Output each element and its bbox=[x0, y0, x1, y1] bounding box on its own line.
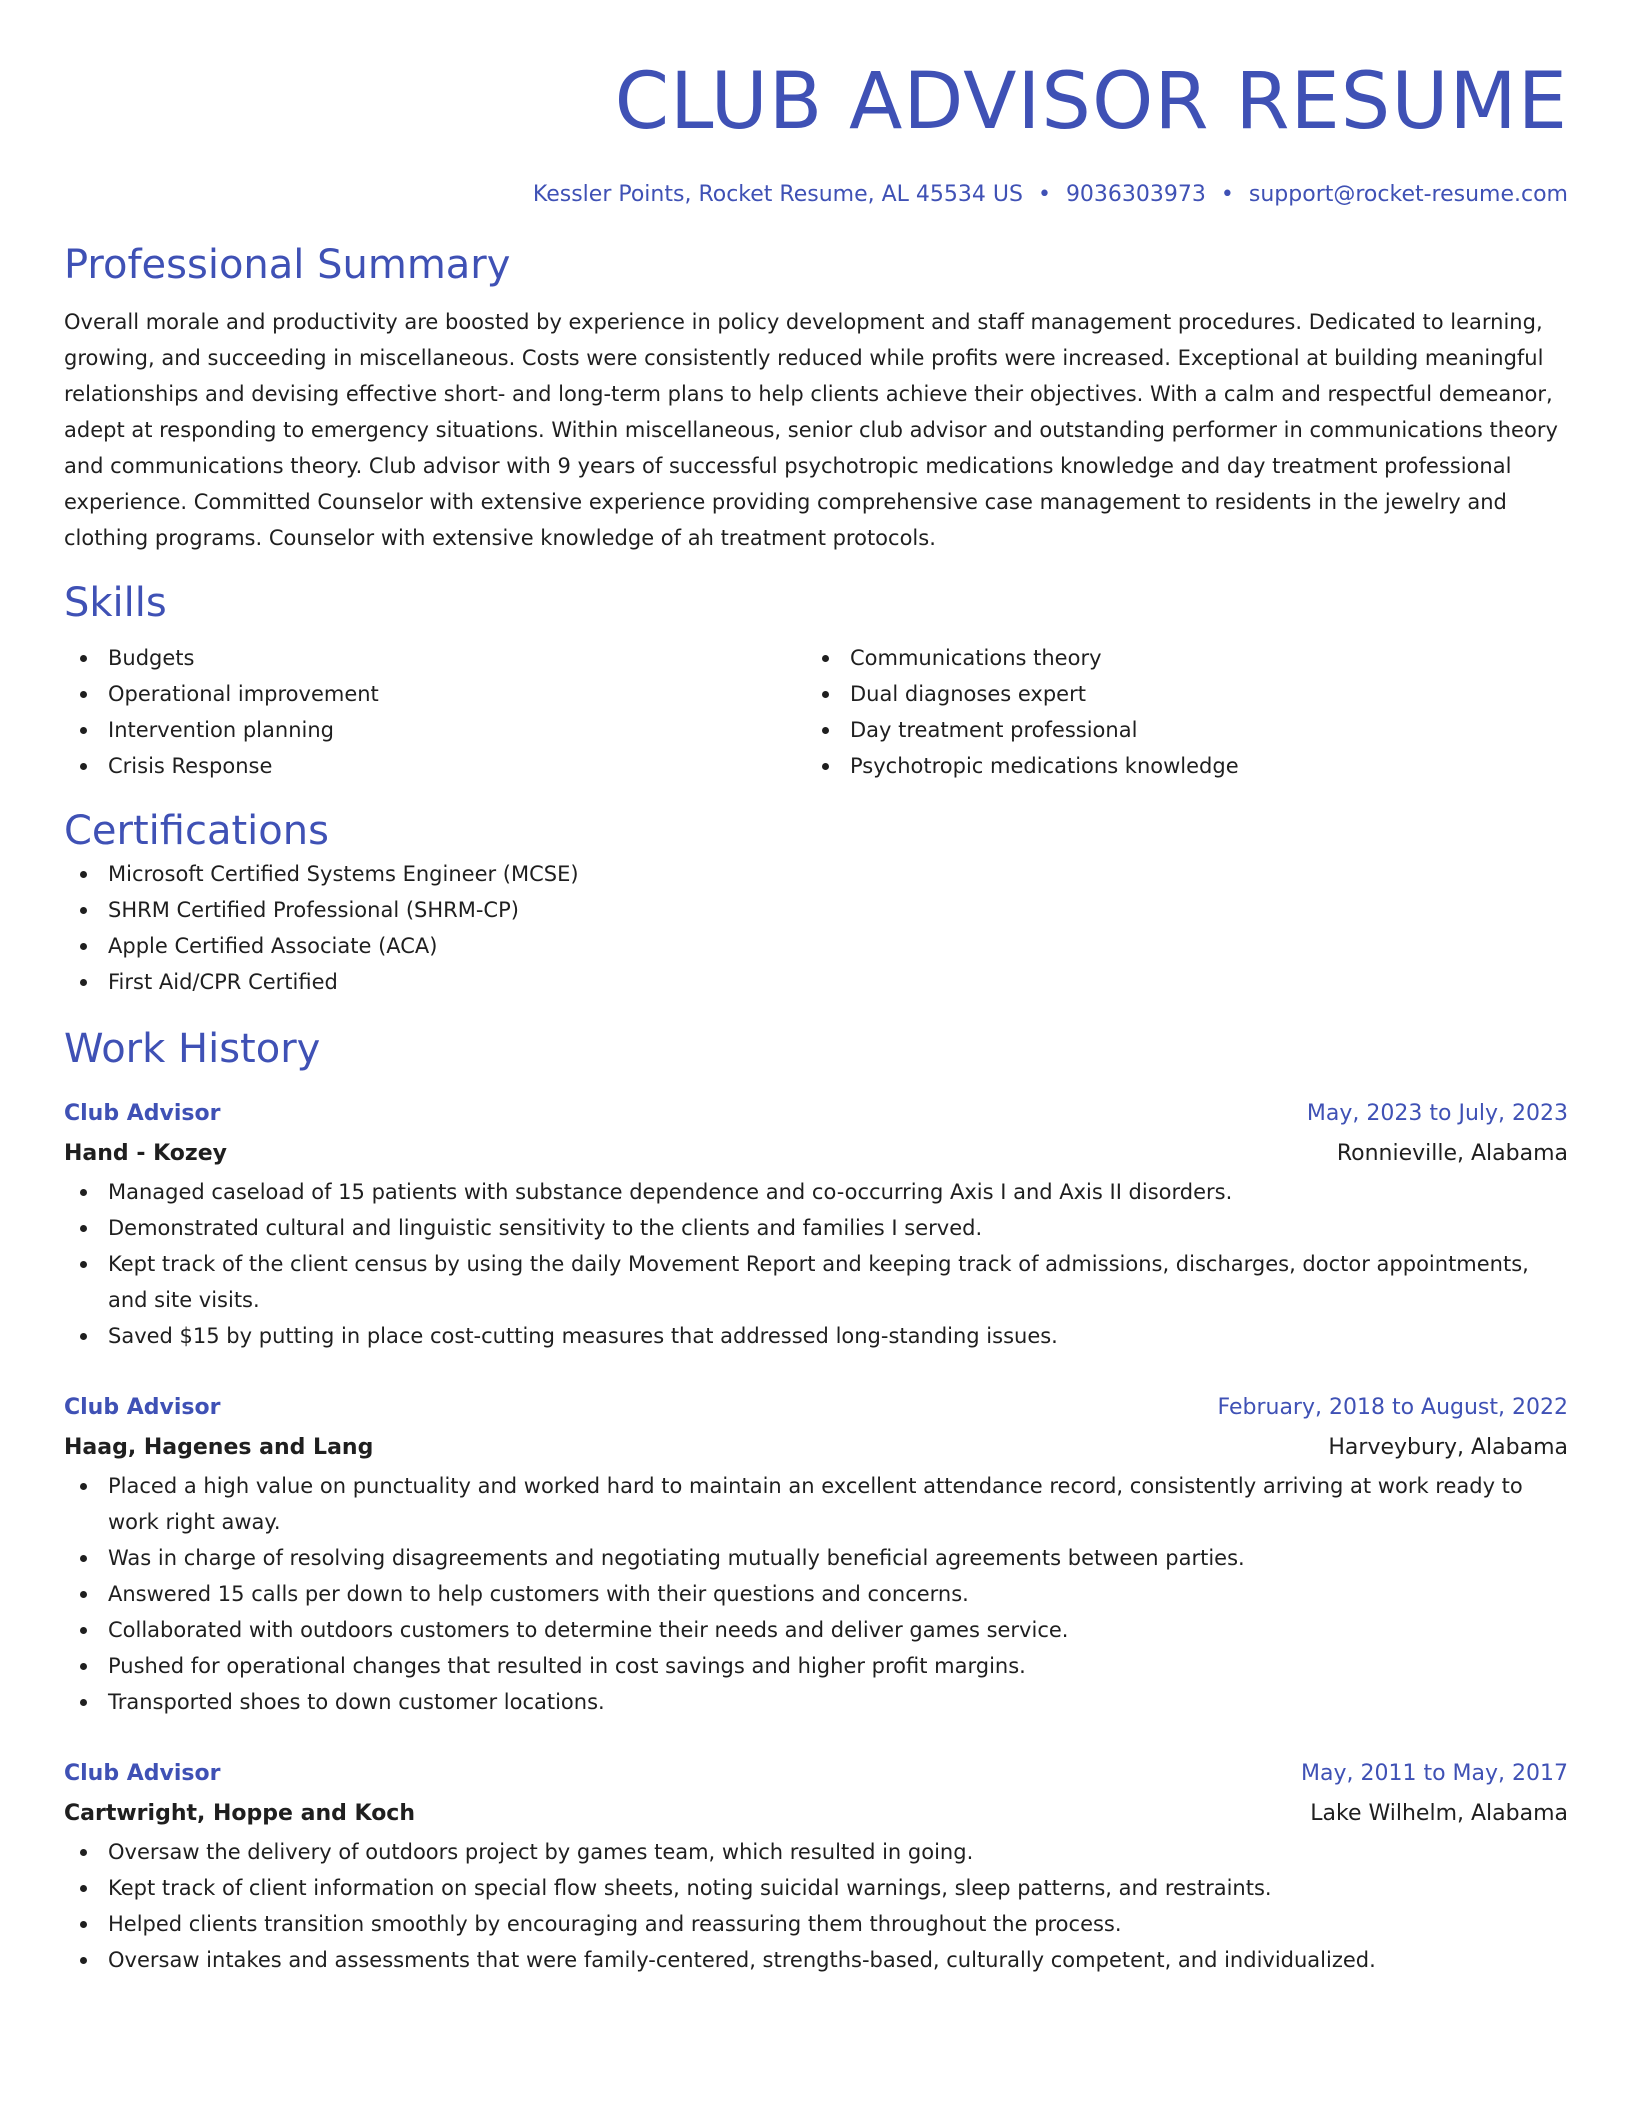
contact-line bbox=[64, 180, 1568, 210]
contact-email: support@rocket-resume.com bbox=[1248, 182, 1568, 207]
job-title-row bbox=[64, 1388, 1568, 1428]
skills-heading: Skills bbox=[64, 580, 167, 626]
job-bullet-list bbox=[64, 1174, 1568, 1354]
resume-header bbox=[64, 0, 1568, 210]
job-title-row bbox=[64, 1754, 1568, 1794]
skill-item: Operational improvement bbox=[64, 676, 806, 712]
job-entry bbox=[64, 1388, 1568, 1720]
work-history-heading: Work History bbox=[64, 1026, 321, 1072]
job-bullet: Placed a high value on punctuality and worked hard to maintain an excellent attendance record, consistently arriving at work ready to work right away. bbox=[64, 1468, 1568, 1540]
job-location: Lake Wilhelm, Alabama bbox=[1310, 1801, 1568, 1826]
job-bullet-list bbox=[64, 1468, 1568, 1720]
job-dates: May, 2011 to May, 2017 bbox=[1301, 1761, 1568, 1786]
skill-item: Psychotropic medications knowledge bbox=[806, 748, 1548, 784]
skills-list-left bbox=[64, 640, 806, 784]
skills-list-right bbox=[806, 640, 1548, 784]
certification-item: Apple Certified Associate (ACA) bbox=[64, 928, 1568, 964]
job-bullet: Kept track of the client census by using the daily Movement Report and keeping track of admissions, discharges, doctor appointments, and site visits. bbox=[64, 1246, 1568, 1318]
job-bullet: Oversaw intakes and assessments that were family-centered, strengths-based, culturally competent, and individualized. bbox=[64, 1942, 1568, 1978]
job-company: Haag, Hagenes and Lang bbox=[64, 1435, 374, 1460]
certification-item: SHRM Certified Professional (SHRM-CP) bbox=[64, 892, 1568, 928]
job-bullet: Was in charge of resolving disagreements and negotiating mutually beneficial agreements between parties. bbox=[64, 1540, 1568, 1576]
job-company-row bbox=[64, 1794, 1568, 1834]
job-bullet: Answered 15 calls per down to help customers with their questions and concerns. bbox=[64, 1576, 1568, 1612]
summary-section bbox=[64, 240, 1568, 556]
job-bullet: Pushed for operational changes that resulted in cost savings and higher profit margins. bbox=[64, 1648, 1568, 1684]
summary-text: Overall morale and productivity are boosted by experience in policy development and staff management procedures. Dedicated to learning, growing, and succeeding in miscellaneous. Costs were consistently reduced while profits were increased. Exceptional at building meaningful relationships and devising effective short- and long-term plans to help clients achieve their objectives. With a calm and respectful demeanor, adept at responding to emergency situations. Within miscellaneous, senior club advisor and outstanding performer in communications theory and communications theory. Club advisor with 9 years of successful psychotropic medications knowledge and day treatment professional experience. Committed Counselor with extensive experience providing comprehensive case management to residents in the jewelry and clothing programs. Counselor with extensive knowledge of ah treatment protocols. bbox=[64, 310, 1558, 550]
job-entry bbox=[64, 1094, 1568, 1354]
job-bullet: Oversaw the delivery of outdoors project by games team, which resulted in going. bbox=[64, 1834, 1568, 1870]
job-location: Harveybury, Alabama bbox=[1328, 1435, 1568, 1460]
skill-item: Intervention planning bbox=[64, 712, 806, 748]
skills-section bbox=[64, 578, 1568, 784]
job-bullet: Demonstrated cultural and linguistic sensitivity to the clients and families I served. bbox=[64, 1210, 1568, 1246]
skills-column-right bbox=[806, 640, 1548, 784]
skills-grid bbox=[64, 640, 1568, 784]
job-bullet: Saved $15 by putting in place cost-cutting measures that addressed long-standing issues. bbox=[64, 1318, 1568, 1354]
job-company-row bbox=[64, 1134, 1568, 1174]
resume-page bbox=[64, 0, 1568, 1978]
job-title: Club Advisor bbox=[64, 1101, 221, 1126]
job-dates: February, 2018 to August, 2022 bbox=[1217, 1395, 1568, 1420]
resume-title: CLUB ADVISOR RESUME bbox=[614, 57, 1568, 147]
job-location: Ronnieville, Alabama bbox=[1336, 1141, 1568, 1166]
contact-separator: • bbox=[1037, 182, 1051, 207]
job-bullet-list bbox=[64, 1834, 1568, 1978]
job-bullet: Transported shoes to down customer locations. bbox=[64, 1684, 1568, 1720]
job-company-row bbox=[64, 1428, 1568, 1468]
skills-column-left bbox=[64, 640, 806, 784]
skill-item: Day treatment professional bbox=[806, 712, 1548, 748]
job-title-row bbox=[64, 1094, 1568, 1134]
work-history-section bbox=[64, 1024, 1568, 1978]
skill-item: Crisis Response bbox=[64, 748, 806, 784]
certification-item: Microsoft Certified Systems Engineer (MCSE) bbox=[64, 856, 1568, 892]
job-bullet: Kept track of client information on special flow sheets, noting suicidal warnings, sleep patterns, and restraints. bbox=[64, 1870, 1568, 1906]
job-entry bbox=[64, 1754, 1568, 1978]
job-bullet: Helped clients transition smoothly by encouraging and reassuring them throughout the process. bbox=[64, 1906, 1568, 1942]
skill-item: Communications theory bbox=[806, 640, 1548, 676]
contact-phone: 9036303973 bbox=[1065, 182, 1206, 207]
job-company: Hand - Kozey bbox=[64, 1141, 227, 1166]
job-title: Club Advisor bbox=[64, 1395, 221, 1420]
contact-address: Kessler Points, Rocket Resume, AL 45534 US bbox=[532, 182, 1023, 207]
job-bullet: Managed caseload of 15 patients with substance dependence and co-occurring Axis I and Axis II disorders. bbox=[64, 1174, 1568, 1210]
certifications-heading: Certifications bbox=[64, 808, 329, 854]
job-title: Club Advisor bbox=[64, 1761, 221, 1786]
skill-item: Budgets bbox=[64, 640, 806, 676]
summary-heading: Professional Summary bbox=[64, 242, 511, 288]
certifications-list bbox=[64, 856, 1568, 1000]
certification-item: First Aid/CPR Certified bbox=[64, 964, 1568, 1000]
job-bullet: Collaborated with outdoors customers to determine their needs and deliver games service. bbox=[64, 1612, 1568, 1648]
certifications-section bbox=[64, 806, 1568, 1000]
job-dates: May, 2023 to July, 2023 bbox=[1306, 1101, 1568, 1126]
skill-item: Dual diagnoses expert bbox=[806, 676, 1548, 712]
contact-separator: • bbox=[1220, 182, 1234, 207]
job-company: Cartwright, Hoppe and Koch bbox=[64, 1801, 416, 1826]
